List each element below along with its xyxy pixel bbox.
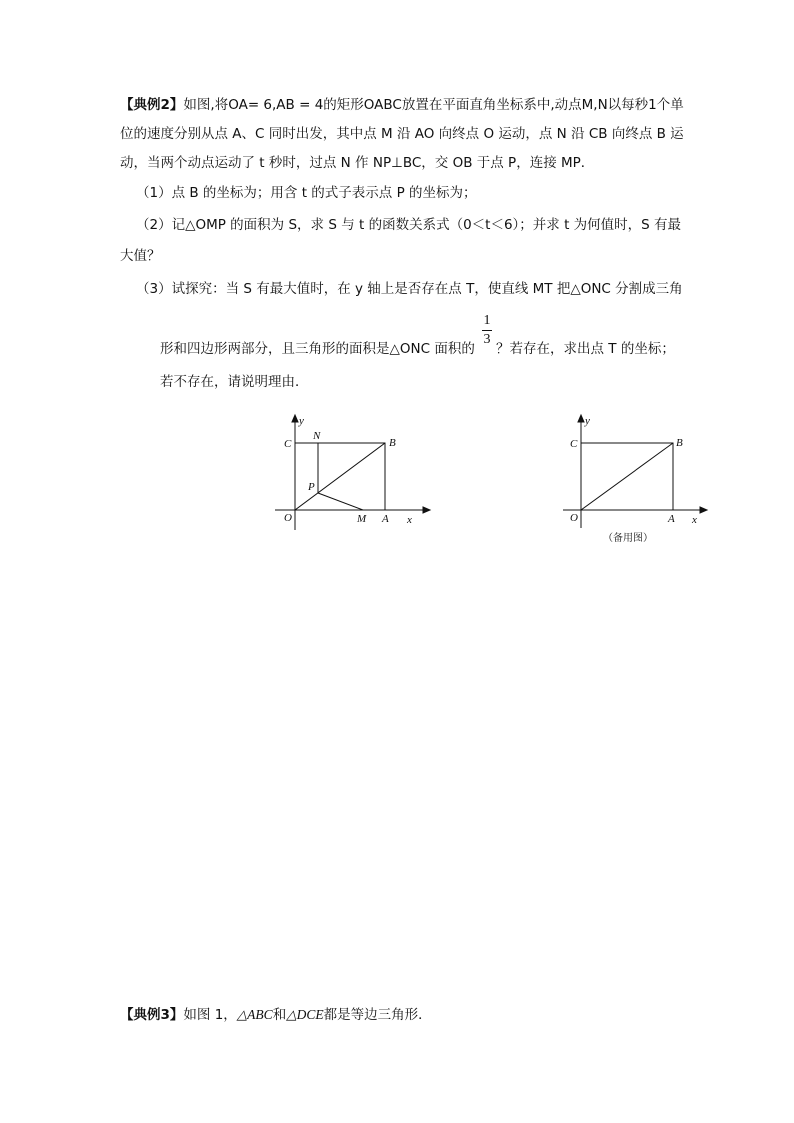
label-a: A <box>668 513 675 525</box>
label-c: C <box>284 438 292 450</box>
label-o: O <box>570 512 578 524</box>
label-p: P <box>308 481 315 493</box>
label-n: N <box>313 430 321 442</box>
x-axis-arrow <box>423 507 430 513</box>
example3-text-before: 如图 1， <box>183 1007 237 1023</box>
label-y: y <box>585 415 590 427</box>
diagonal-ob <box>581 443 673 510</box>
example2-line1-text: 如图,将OA= 6,AB = 4的矩形OABC放置在平面直角坐标系中,动点M,N以每秒1个单 <box>183 97 684 113</box>
label-x: x <box>692 514 697 526</box>
label-a: A <box>382 513 389 525</box>
example3-triangle-dce: △DCE <box>286 1007 324 1022</box>
question-3-line2-before: 形和四边形两部分，且三角形的面积是△ONC 面积的 <box>160 341 475 357</box>
example3-header: 【典例3】 <box>120 1007 184 1023</box>
y-axis-arrow <box>578 415 584 422</box>
example2-line2: 位的速度分别从点 A、C 同时出发，其中点 M 沿 AO 向终点 O 运动，点 N 沿 CB 向终点 B 运 <box>120 126 684 142</box>
fraction-bar <box>482 330 492 331</box>
question-1: （1）点 B 的坐标为；用含 t 的式子表示点 P 的坐标为； <box>136 185 477 201</box>
example2-line1 <box>120 95 684 115</box>
segment-pm <box>318 493 363 510</box>
label-m: M <box>357 513 367 525</box>
example3-mid: 和 <box>272 1007 287 1023</box>
y-axis-arrow <box>292 415 298 422</box>
fraction-one-third <box>482 313 492 348</box>
diagonal-ob <box>295 443 385 510</box>
label-b: B <box>676 437 683 449</box>
example2-line3: 动，当两个动点运动了 t 秒时，过点 N 作 NP⊥BC，交 OB 于点 P，连接 MP． <box>120 155 595 171</box>
question-3-line2-after: ？若存在，求出点 T 的坐标； <box>496 341 675 357</box>
figure-2-diagram <box>555 410 735 560</box>
question-2-line1: （2）记△OMP 的面积为 S，求 S 与 t 的函数关系式（0＜t＜6）；并求 t 为何值时，S 有最 <box>136 217 682 233</box>
fraction-denominator: 3 <box>483 332 491 347</box>
label-x: x <box>407 514 412 526</box>
label-c: C <box>570 438 578 450</box>
question-2-line2: 大值？ <box>120 248 161 264</box>
label-o: O <box>284 512 292 524</box>
label-y: y <box>299 415 304 427</box>
example3-text-after: 都是等边三角形． <box>323 1007 432 1023</box>
figure-1-diagram <box>265 410 465 550</box>
question-3-line3: 若不存在，请说明理由． <box>160 374 309 390</box>
example2-header: 【典例2】 <box>120 97 184 113</box>
label-b: B <box>389 437 396 449</box>
figure-2-caption: （备用图） <box>603 533 653 544</box>
x-axis-arrow <box>700 507 707 513</box>
example3-triangle-abc: △ABC <box>236 1007 273 1022</box>
fraction-numerator: 1 <box>483 313 491 328</box>
question-3-line1: （3）试探究：当 S 有最大值时，在 y 轴上是否存在点 T，使直线 MT 把△ONC 分割成三角 <box>136 281 683 297</box>
example3-line <box>120 1005 432 1025</box>
